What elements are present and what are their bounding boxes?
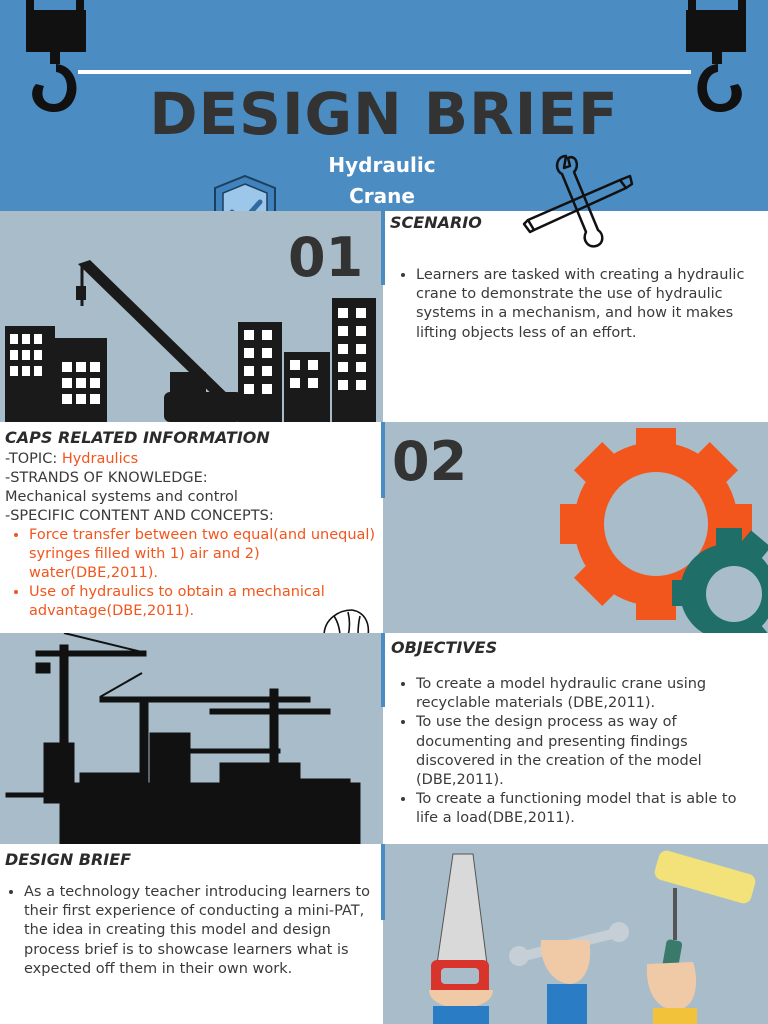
caps-topic-value: Hydraulics (61, 451, 139, 467)
caps-topic (5, 450, 377, 469)
design-brief-body (0, 883, 378, 979)
objectives-bullet-2: • To use the design process as way of documenting and presenting findings discovered in the creation of the model (DBE,2011). (416, 713, 762, 790)
caps-strands-label: -STRANDS OF KNOWLEDGE: (5, 470, 208, 486)
caps-topic-label: -TOPIC: (5, 451, 62, 467)
objectives-accent-bar (381, 633, 385, 707)
tools-illustration (383, 844, 768, 1024)
objectives-heading: OBJECTIVES (391, 638, 498, 657)
crane-city-silhouette (0, 256, 383, 422)
header-rule (78, 70, 691, 74)
tower-crane-silhouette (0, 633, 383, 844)
section-number-01: 01 (288, 226, 364, 289)
scenario-bullet: • Learners are tasked with creating a hydraulic crane to demonstrate the use of hydraulic systems in a mechanism, and how it makes lifting objects less of an effort. (416, 266, 760, 343)
saw-icon (429, 854, 493, 1024)
page-title: DESIGN BRIEF (149, 80, 619, 148)
design-brief-bullet: • As a technology teacher introducing learners to their first experience of conducting a mini-PAT, the idea in creating this model and design process brief is to showcase learners what is expected off them in their own work. (24, 883, 378, 979)
wrench-screwdriver-icon (522, 150, 634, 250)
objectives-bullet-3: • To create a functioning model that is able to life a load(DBE,2011). (416, 790, 762, 828)
objectives-body (392, 675, 762, 829)
scenario-body (392, 266, 760, 343)
gear-icon (556, 426, 768, 633)
caps-body (5, 450, 377, 621)
scenario-accent-bar (381, 211, 385, 285)
scenario-heading: SCENARIO (390, 213, 482, 232)
wrench-hand-icon (509, 922, 629, 1024)
caps-bullet-2: • Use of hydraulics to obtain a mechanical advantage(DBE,2011). (29, 583, 377, 621)
caps-accent-bar (381, 422, 385, 498)
subtitle-line-2: Crane (349, 184, 415, 208)
section-number-02: 02 (392, 430, 468, 493)
page-subtitle (300, 150, 464, 212)
subtitle-line-1: Hydraulic (328, 153, 436, 177)
design-brief-heading: DESIGN BRIEF (5, 850, 132, 869)
objectives-bullet-1: • To create a model hydraulic crane using recyclable materials (DBE,2011). (416, 675, 762, 713)
caps-heading: CAPS RELATED INFORMATION (5, 428, 270, 447)
caps-specific-label: -SPECIFIC CONTENT AND CONCEPTS: (5, 508, 274, 524)
caps-strands-value: Mechanical systems and control (5, 489, 238, 505)
paint-roller-icon (647, 849, 757, 1024)
caps-bullet-1: • Force transfer between two equal(and unequal) syringes filled with 1) air and 2) water(DBE,2011). (29, 526, 377, 583)
